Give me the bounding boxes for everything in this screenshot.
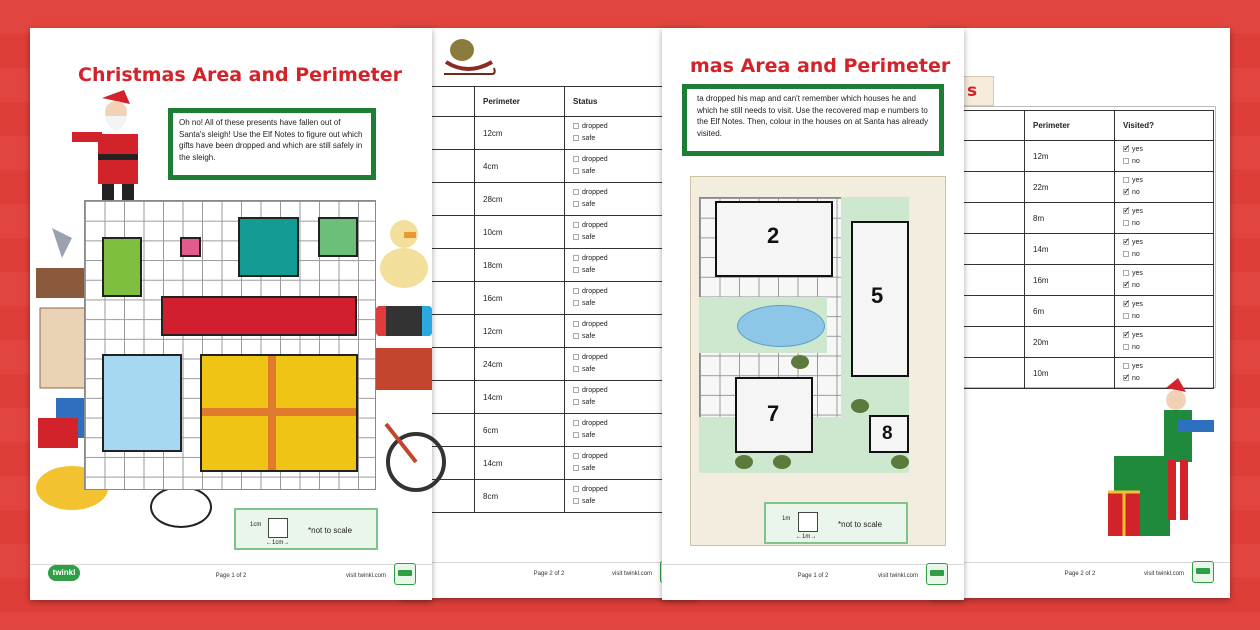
- worksheet-page-2-visited: [930, 28, 1230, 598]
- option-no[interactable]: [1123, 218, 1205, 230]
- option-safe[interactable]: [573, 133, 675, 145]
- footer: [662, 564, 964, 600]
- checkbox[interactable]: [573, 486, 579, 492]
- footer: [930, 562, 1230, 598]
- duck-toy-illustration: [376, 214, 432, 294]
- pond: [737, 305, 825, 347]
- checkbox[interactable]: [1123, 146, 1129, 152]
- option-safe[interactable]: [573, 265, 675, 277]
- visit-link[interactable]: visit twinkl.com: [611, 571, 652, 577]
- perimeter-status-table: [390, 86, 684, 513]
- perimeter-cell: 14cm: [475, 447, 565, 480]
- option-safe[interactable]: [573, 298, 675, 310]
- checkbox[interactable]: [573, 189, 579, 195]
- scale-unit-vertical: 1m: [782, 516, 791, 522]
- gift-g[interactable]: [200, 354, 358, 472]
- option-label: dropped: [582, 486, 608, 493]
- checkbox[interactable]: [573, 288, 579, 294]
- col-status: Status: [565, 87, 684, 117]
- checkbox[interactable]: [573, 432, 579, 438]
- table-row: [921, 141, 1214, 172]
- option-safe[interactable]: [573, 397, 675, 409]
- unit-square: [798, 512, 818, 532]
- option-label: no: [1132, 251, 1140, 258]
- worksheet-page-2-dropped: [400, 28, 698, 598]
- option-no[interactable]: [1123, 156, 1205, 168]
- option-yes[interactable]: [1123, 237, 1205, 249]
- checkbox[interactable]: [573, 168, 579, 174]
- quality-badge-icon: [926, 563, 948, 585]
- checkbox[interactable]: [573, 498, 579, 504]
- option-dropped[interactable]: [573, 121, 675, 133]
- option-label: no: [1132, 220, 1140, 227]
- table-row: [921, 296, 1214, 327]
- option-label: safe: [582, 300, 596, 307]
- option-dropped[interactable]: [573, 253, 675, 265]
- tree-icon: [851, 399, 869, 413]
- tree-icon: [773, 455, 791, 469]
- checkbox[interactable]: [573, 321, 579, 327]
- option-label: dropped: [582, 354, 608, 361]
- option-dropped[interactable]: [573, 352, 675, 364]
- perimeter-cell: 4cm: [475, 150, 565, 183]
- checkbox[interactable]: [1123, 189, 1129, 195]
- toys-illustration: [32, 218, 92, 518]
- quality-badge-icon: [1192, 561, 1214, 583]
- house-2[interactable]: [715, 201, 833, 277]
- option-yes[interactable]: [1123, 206, 1205, 218]
- gift-f[interactable]: [102, 354, 182, 452]
- option-label: yes: [1132, 301, 1143, 308]
- house-7[interactable]: [735, 377, 813, 453]
- option-dropped[interactable]: [573, 418, 675, 430]
- perimeter-cell: 16m: [1025, 265, 1115, 296]
- perimeter-visited-table: [920, 110, 1214, 389]
- checkbox[interactable]: [1123, 220, 1129, 226]
- table-row: [921, 172, 1214, 203]
- page-number: Page 1 of 2: [215, 573, 247, 579]
- option-yes[interactable]: [1123, 330, 1205, 342]
- games-console-illustration: [376, 306, 432, 336]
- option-label: dropped: [582, 255, 608, 262]
- option-label: safe: [582, 465, 596, 472]
- option-label: safe: [582, 201, 596, 208]
- option-no[interactable]: [1123, 187, 1205, 199]
- checkbox[interactable]: [573, 201, 579, 207]
- checkbox[interactable]: [1123, 363, 1129, 369]
- option-label: safe: [582, 399, 596, 406]
- option-label: yes: [1132, 332, 1143, 339]
- gift-b[interactable]: [180, 237, 201, 257]
- scale-key: [764, 502, 908, 544]
- checkbox[interactable]: [573, 399, 579, 405]
- village-map: [690, 176, 946, 546]
- option-no[interactable]: [1123, 249, 1205, 261]
- option-label: no: [1132, 282, 1140, 289]
- tree-icon: [791, 355, 809, 369]
- checkbox[interactable]: [1123, 313, 1129, 319]
- option-dropped[interactable]: [573, 220, 675, 232]
- tree-icon: [735, 455, 753, 469]
- option-label: no: [1132, 344, 1140, 351]
- option-yes[interactable]: [1123, 144, 1205, 156]
- gift-c[interactable]: [238, 217, 299, 277]
- col-perimeter: Perimeter: [1025, 111, 1115, 141]
- table-row: [391, 150, 684, 183]
- option-label: safe: [582, 366, 596, 373]
- option-label: dropped: [582, 420, 608, 427]
- table-row: [921, 234, 1214, 265]
- table-row: [391, 348, 684, 381]
- footer: [30, 564, 432, 600]
- scale-note: *not to scale: [308, 526, 353, 535]
- option-label: dropped: [582, 321, 608, 328]
- perimeter-cell: 6m: [1025, 296, 1115, 327]
- option-yes[interactable]: [1123, 299, 1205, 311]
- option-label: dropped: [582, 288, 608, 295]
- option-label: yes: [1132, 177, 1143, 184]
- option-dropped[interactable]: [573, 484, 675, 496]
- option-yes[interactable]: [1123, 268, 1205, 280]
- perimeter-cell: 18cm: [475, 249, 565, 282]
- house-8[interactable]: [869, 415, 909, 453]
- perimeter-cell: 10m: [1025, 358, 1115, 389]
- option-yes[interactable]: [1123, 361, 1205, 373]
- instructions-box: [168, 108, 376, 180]
- option-label: dropped: [582, 453, 608, 460]
- perimeter-cell: 6cm: [475, 414, 565, 447]
- title-fragment: s: [967, 81, 978, 101]
- option-label: safe: [582, 498, 596, 505]
- perimeter-cell: 14cm: [475, 381, 565, 414]
- visited-cell: [1115, 265, 1214, 296]
- option-label: no: [1132, 189, 1140, 196]
- checkbox[interactable]: [573, 387, 579, 393]
- table-row: [391, 282, 684, 315]
- page-number: Page 2 of 2: [533, 571, 565, 577]
- instructions-text: Oh no! All of these presents have fallen out of Santa's sleigh! Use the Elf Notes to figure out which gifts have been dropped and which are still safely in the sleigh.: [173, 113, 371, 175]
- option-dropped[interactable]: [573, 286, 675, 298]
- option-dropped[interactable]: [573, 385, 675, 397]
- gift-d[interactable]: [318, 217, 358, 257]
- instructions-text: ta dropped his map and can't remember which houses he and which he still needs to visit. Use the recovered map e numbers to the Elf Notes. Then, colour in the houses on at Santa has already visited.: [687, 89, 939, 151]
- perimeter-cell: 8cm: [475, 480, 565, 513]
- option-label: yes: [1132, 208, 1143, 215]
- instructions-box: [682, 84, 944, 156]
- page-number: Page 2 of 2: [1064, 571, 1096, 577]
- option-safe[interactable]: [573, 166, 675, 178]
- scale-note: *not to scale: [838, 520, 883, 529]
- option-safe[interactable]: [573, 463, 675, 475]
- perimeter-cell: 22m: [1025, 172, 1115, 203]
- option-label: dropped: [582, 156, 608, 163]
- checkbox[interactable]: [1123, 270, 1129, 276]
- table-row: [391, 447, 684, 480]
- house-number: 8: [882, 423, 893, 444]
- option-label: no: [1132, 158, 1140, 165]
- checkbox[interactable]: [573, 300, 579, 306]
- perimeter-cell: 20m: [1025, 327, 1115, 358]
- col-perimeter: Perimeter: [475, 87, 565, 117]
- option-label: safe: [582, 432, 596, 439]
- house-number: 2: [767, 223, 780, 248]
- checkbox[interactable]: [573, 234, 579, 240]
- quality-badge-icon: [394, 563, 416, 585]
- checkbox[interactable]: [1123, 251, 1129, 257]
- page-title: Christmas Area and Perimeter: [78, 64, 402, 86]
- option-label: safe: [582, 267, 596, 274]
- option-dropped[interactable]: [573, 319, 675, 331]
- scale-unit-horizontal: ←1cm→: [266, 540, 290, 546]
- elf-illustration: [1108, 374, 1218, 554]
- table-row: [391, 381, 684, 414]
- option-label: yes: [1132, 270, 1143, 277]
- option-safe[interactable]: [573, 364, 675, 376]
- perimeter-cell: 16cm: [475, 282, 565, 315]
- checkbox[interactable]: [1123, 344, 1129, 350]
- visited-cell: [1115, 234, 1214, 265]
- table-row: [921, 265, 1214, 296]
- worksheet-page-1-presents: [30, 28, 432, 600]
- checkbox[interactable]: [1123, 332, 1129, 338]
- twinkl-logo[interactable]: twinkl: [48, 565, 80, 581]
- gift-e[interactable]: [161, 296, 357, 336]
- option-label: safe: [582, 333, 596, 340]
- visit-link[interactable]: visit twinkl.com: [345, 573, 386, 579]
- unit-square: [268, 518, 288, 538]
- checkbox[interactable]: [573, 255, 579, 261]
- house-number: 7: [767, 401, 780, 426]
- checkbox[interactable]: [1123, 208, 1129, 214]
- option-dropped[interactable]: [573, 187, 675, 199]
- perimeter-cell: 10cm: [475, 216, 565, 249]
- visit-link[interactable]: visit twinkl.com: [1143, 571, 1184, 577]
- option-label: safe: [582, 234, 596, 241]
- visited-cell: [1115, 327, 1214, 358]
- option-label: safe: [582, 168, 596, 175]
- table-row: [391, 183, 684, 216]
- checkbox[interactable]: [573, 366, 579, 372]
- checkbox[interactable]: [573, 222, 579, 228]
- checkbox[interactable]: [1123, 301, 1129, 307]
- table-row: [391, 315, 684, 348]
- book-illustration: [376, 348, 432, 390]
- table-row: [391, 117, 684, 150]
- option-label: safe: [582, 135, 596, 142]
- option-label: dropped: [582, 123, 608, 130]
- option-safe[interactable]: [573, 232, 675, 244]
- option-safe[interactable]: [573, 430, 675, 442]
- option-label: yes: [1132, 239, 1143, 246]
- page-number: Page 1 of 2: [797, 573, 829, 579]
- perimeter-cell: 12cm: [475, 117, 565, 150]
- visited-cell: [1115, 296, 1214, 327]
- perimeter-cell: 8m: [1025, 203, 1115, 234]
- visit-link[interactable]: visit twinkl.com: [877, 573, 918, 579]
- option-no[interactable]: [1123, 342, 1205, 354]
- gift-a[interactable]: [102, 237, 142, 297]
- checkbox[interactable]: [573, 123, 579, 129]
- checkbox[interactable]: [573, 465, 579, 471]
- option-safe[interactable]: [573, 199, 675, 211]
- checkbox[interactable]: [573, 333, 579, 339]
- table-row: [921, 203, 1214, 234]
- checkbox[interactable]: [1123, 282, 1129, 288]
- perimeter-cell: 24cm: [475, 348, 565, 381]
- scale-key: [234, 508, 378, 550]
- perimeter-cell: 12cm: [475, 315, 565, 348]
- checkbox[interactable]: [573, 267, 579, 273]
- visited-cell: [1115, 141, 1214, 172]
- checkbox[interactable]: [573, 453, 579, 459]
- santa-illustration: [68, 88, 164, 208]
- option-safe[interactable]: [573, 331, 675, 343]
- option-label: dropped: [582, 387, 608, 394]
- perimeter-cell: 28cm: [475, 183, 565, 216]
- scale-unit-horizontal: ←1m→: [796, 534, 817, 540]
- bicycle-illustration: [376, 404, 432, 494]
- worksheet-page-1-map: [662, 28, 964, 600]
- visited-cell: [1115, 203, 1214, 234]
- house-5[interactable]: [851, 221, 909, 377]
- col-visited: Visited?: [1115, 111, 1214, 141]
- checkbox[interactable]: [573, 420, 579, 426]
- option-dropped[interactable]: [573, 154, 675, 166]
- perimeter-cell: 14m: [1025, 234, 1115, 265]
- option-label: dropped: [582, 189, 608, 196]
- option-label: no: [1132, 313, 1140, 320]
- option-safe[interactable]: [573, 496, 675, 508]
- checkbox[interactable]: [1123, 177, 1129, 183]
- football-illustration: [150, 486, 212, 528]
- option-label: yes: [1132, 363, 1143, 370]
- table-row: [391, 249, 684, 282]
- option-no[interactable]: [1123, 280, 1205, 292]
- scale-unit-vertical: 1cm: [250, 522, 262, 528]
- checkbox[interactable]: [1123, 158, 1129, 164]
- checkbox[interactable]: [1123, 239, 1129, 245]
- visited-cell: [1115, 172, 1214, 203]
- tree-icon: [891, 455, 909, 469]
- option-label: dropped: [582, 222, 608, 229]
- house-number: 5: [871, 283, 884, 308]
- perimeter-cell: 12m: [1025, 141, 1115, 172]
- table-row: [391, 216, 684, 249]
- option-label: no: [1132, 375, 1140, 382]
- checkbox[interactable]: [573, 156, 579, 162]
- option-dropped[interactable]: [573, 451, 675, 463]
- table-row: [921, 327, 1214, 358]
- option-label: yes: [1132, 146, 1143, 153]
- option-yes[interactable]: [1123, 175, 1205, 187]
- sleigh-illustration: [440, 32, 496, 80]
- page-title: mas Area and Perimeter: [690, 55, 951, 77]
- option-no[interactable]: [1123, 311, 1205, 323]
- checkbox[interactable]: [573, 354, 579, 360]
- footer: [400, 562, 698, 598]
- checkbox[interactable]: [573, 135, 579, 141]
